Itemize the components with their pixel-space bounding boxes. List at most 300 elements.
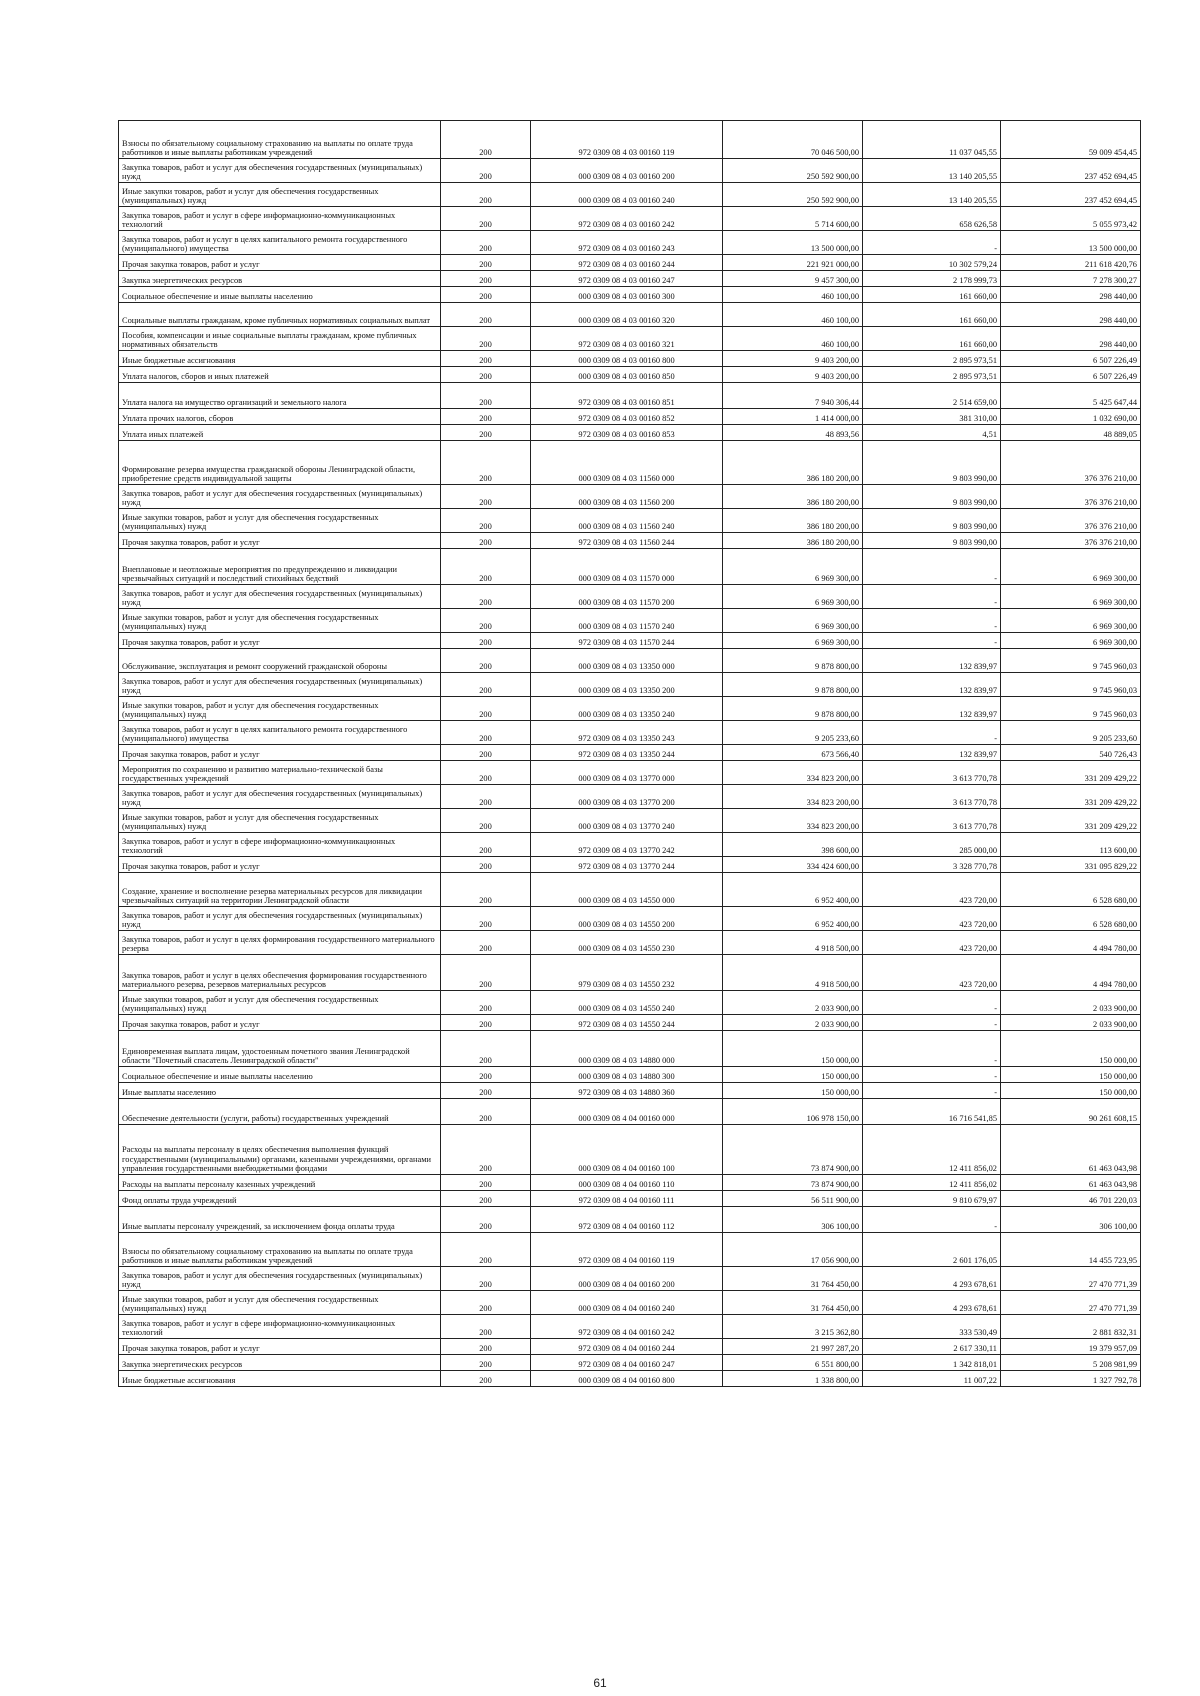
executed-amount-cell: 132 839,97 <box>863 649 1001 673</box>
budget-classification-cell: 972 0309 08 4 03 13350 243 <box>531 721 723 745</box>
budget-classification-cell: 000 0309 08 4 03 13350 000 <box>531 649 723 673</box>
budget-classification-cell: 000 0309 08 4 04 00160 000 <box>531 1099 723 1125</box>
row-code-cell: 200 <box>441 955 531 991</box>
row-name-cell: Закупка товаров, работ и услуг в сфере информационно-коммуникационных технологий <box>119 1315 441 1339</box>
table-row <box>119 1339 1141 1355</box>
budget-classification-cell: 972 0309 08 4 04 00160 112 <box>531 1207 723 1233</box>
row-name-cell: Иные выплаты населению <box>119 1083 441 1099</box>
executed-amount-cell: 3 613 770,78 <box>863 761 1001 785</box>
row-code-cell: 200 <box>441 785 531 809</box>
row-name-cell: Формирование резерва имущества гражданской обороны Ленинградской области, приобретение средств индивидуальной защиты <box>119 441 441 485</box>
table-row <box>119 1175 1141 1191</box>
remaining-amount-cell: 376 376 210,00 <box>1001 441 1141 485</box>
table-row <box>119 533 1141 549</box>
table-row <box>119 809 1141 833</box>
approved-amount-cell: 9 878 800,00 <box>723 649 863 673</box>
row-code-cell: 200 <box>441 673 531 697</box>
approved-amount-cell: 1 414 000,00 <box>723 409 863 425</box>
budget-classification-cell: 972 0309 08 4 03 13350 244 <box>531 745 723 761</box>
approved-amount-cell: 1 338 800,00 <box>723 1371 863 1387</box>
row-code-cell: 200 <box>441 425 531 441</box>
remaining-amount-cell: 150 000,00 <box>1001 1067 1141 1083</box>
table-row <box>119 609 1141 633</box>
remaining-amount-cell: 540 726,43 <box>1001 745 1141 761</box>
remaining-amount-cell: 9 745 960,03 <box>1001 649 1141 673</box>
approved-amount-cell: 48 893,56 <box>723 425 863 441</box>
row-name-cell: Иные закупки товаров, работ и услуг для обеспечения государственных (муниципальных) нужд <box>119 697 441 721</box>
approved-amount-cell: 73 874 900,00 <box>723 1175 863 1191</box>
row-name-cell: Закупка товаров, работ и услуг для обеспечения государственных (муниципальных) нужд <box>119 585 441 609</box>
approved-amount-cell: 386 180 200,00 <box>723 485 863 509</box>
remaining-amount-cell: 4 494 780,00 <box>1001 955 1141 991</box>
executed-amount-cell: 423 720,00 <box>863 931 1001 955</box>
budget-classification-cell: 972 0309 08 4 03 11560 244 <box>531 533 723 549</box>
page-number: 61 <box>593 1676 607 1690</box>
remaining-amount-cell: 331 209 429,22 <box>1001 809 1141 833</box>
row-name-cell: Взносы по обязательному социальному страхованию на выплаты по оплате труда работников и иные выплаты работникам учреждений <box>119 1233 441 1267</box>
executed-amount-cell: 1 342 818,01 <box>863 1355 1001 1371</box>
row-code-cell: 200 <box>441 633 531 649</box>
remaining-amount-cell: 376 376 210,00 <box>1001 485 1141 509</box>
table-row <box>119 271 1141 287</box>
remaining-amount-cell: 9 745 960,03 <box>1001 697 1141 721</box>
executed-amount-cell: - <box>863 1031 1001 1067</box>
remaining-amount-cell: 27 470 771,39 <box>1001 1267 1141 1291</box>
executed-amount-cell: - <box>863 633 1001 649</box>
table-row <box>119 351 1141 367</box>
executed-amount-cell: 285 000,00 <box>863 833 1001 857</box>
row-name-cell: Иные закупки товаров, работ и услуг для обеспечения государственных (муниципальных) нужд <box>119 509 441 533</box>
executed-amount-cell: 161 660,00 <box>863 303 1001 327</box>
row-code-cell: 200 <box>441 873 531 907</box>
remaining-amount-cell: 13 500 000,00 <box>1001 231 1141 255</box>
row-code-cell: 200 <box>441 649 531 673</box>
approved-amount-cell: 9 403 200,00 <box>723 351 863 367</box>
executed-amount-cell: 12 411 856,02 <box>863 1125 1001 1175</box>
row-code-cell: 200 <box>441 383 531 409</box>
table-row <box>119 873 1141 907</box>
row-code-cell: 200 <box>441 1125 531 1175</box>
remaining-amount-cell: 61 463 043,98 <box>1001 1175 1141 1191</box>
row-code-cell: 200 <box>441 1339 531 1355</box>
approved-amount-cell: 6 969 300,00 <box>723 633 863 649</box>
row-code-cell: 200 <box>441 207 531 231</box>
approved-amount-cell: 31 764 450,00 <box>723 1267 863 1291</box>
row-name-cell: Создание, хранение и восполнение резерва материальных ресурсов для ликвидации чрезвычайных ситуаций на территории Ленинградской области <box>119 873 441 907</box>
row-name-cell: Закупка товаров, работ и услуг для обеспечения государственных (муниципальных) нужд <box>119 907 441 931</box>
remaining-amount-cell: 61 463 043,98 <box>1001 1125 1141 1175</box>
row-name-cell: Единовременная выплата лицам, удостоенным почетного звания Ленинградской области "Почетный спасатель Ленинградской области" <box>119 1031 441 1067</box>
budget-classification-cell: 000 0309 08 4 04 00160 200 <box>531 1267 723 1291</box>
budget-classification-cell: 972 0309 08 4 03 00160 853 <box>531 425 723 441</box>
row-name-cell: Прочая закупка товаров, работ и услуг <box>119 255 441 271</box>
approved-amount-cell: 250 592 900,00 <box>723 159 863 183</box>
executed-amount-cell: 132 839,97 <box>863 745 1001 761</box>
remaining-amount-cell: 331 209 429,22 <box>1001 785 1141 809</box>
table-row <box>119 183 1141 207</box>
row-name-cell: Иные закупки товаров, работ и услуг для обеспечения государственных (муниципальных) нужд <box>119 991 441 1015</box>
executed-amount-cell: 9 810 679,97 <box>863 1191 1001 1207</box>
table-row <box>119 857 1141 873</box>
row-name-cell: Уплата прочих налогов, сборов <box>119 409 441 425</box>
executed-amount-cell: - <box>863 1083 1001 1099</box>
budget-classification-cell: 000 0309 08 4 03 14550 230 <box>531 931 723 955</box>
remaining-amount-cell: 237 452 694,45 <box>1001 159 1141 183</box>
remaining-amount-cell: 376 376 210,00 <box>1001 533 1141 549</box>
remaining-amount-cell: 331 095 829,22 <box>1001 857 1141 873</box>
remaining-amount-cell: 2 033 900,00 <box>1001 991 1141 1015</box>
approved-amount-cell: 106 978 150,00 <box>723 1099 863 1125</box>
approved-amount-cell: 150 000,00 <box>723 1067 863 1083</box>
budget-classification-cell: 972 0309 08 4 04 00160 244 <box>531 1339 723 1355</box>
budget-classification-cell: 972 0309 08 4 04 00160 111 <box>531 1191 723 1207</box>
remaining-amount-cell: 9 205 233,60 <box>1001 721 1141 745</box>
row-name-cell: Расходы на выплаты персоналу казенных учреждений <box>119 1175 441 1191</box>
budget-classification-cell: 000 0309 08 4 03 00160 240 <box>531 183 723 207</box>
row-code-cell: 200 <box>441 303 531 327</box>
approved-amount-cell: 9 878 800,00 <box>723 697 863 721</box>
budget-classification-cell: 000 0309 08 4 03 11570 240 <box>531 609 723 633</box>
table-row <box>119 1315 1141 1339</box>
remaining-amount-cell: 14 455 723,95 <box>1001 1233 1141 1267</box>
approved-amount-cell: 9 205 233,60 <box>723 721 863 745</box>
approved-amount-cell: 6 952 400,00 <box>723 907 863 931</box>
approved-amount-cell: 7 940 306,44 <box>723 383 863 409</box>
remaining-amount-cell: 331 209 429,22 <box>1001 761 1141 785</box>
remaining-amount-cell: 6 969 300,00 <box>1001 585 1141 609</box>
row-code-cell: 200 <box>441 367 531 383</box>
approved-amount-cell: 334 823 200,00 <box>723 785 863 809</box>
row-name-cell: Пособия, компенсации и иные социальные выплаты гражданам, кроме публичных нормативных обязательств <box>119 327 441 351</box>
row-name-cell: Социальное обеспечение и иные выплаты населению <box>119 1067 441 1083</box>
budget-classification-cell: 000 0309 08 4 03 13770 200 <box>531 785 723 809</box>
executed-amount-cell: 423 720,00 <box>863 955 1001 991</box>
row-code-cell: 200 <box>441 1291 531 1315</box>
table-body <box>119 121 1141 1387</box>
remaining-amount-cell: 6 507 226,49 <box>1001 351 1141 367</box>
executed-amount-cell: 4 293 678,61 <box>863 1267 1001 1291</box>
table-row <box>119 207 1141 231</box>
table-row <box>119 697 1141 721</box>
table-row <box>119 159 1141 183</box>
row-code-cell: 200 <box>441 1099 531 1125</box>
executed-amount-cell: 161 660,00 <box>863 327 1001 351</box>
row-name-cell: Прочая закупка товаров, работ и услуг <box>119 633 441 649</box>
budget-classification-cell: 972 0309 08 4 03 13770 244 <box>531 857 723 873</box>
table-row <box>119 1083 1141 1099</box>
table-row <box>119 1015 1141 1031</box>
table-row <box>119 549 1141 585</box>
executed-amount-cell: - <box>863 1067 1001 1083</box>
budget-classification-cell: 972 0309 08 4 03 00160 243 <box>531 231 723 255</box>
table-row <box>119 327 1141 351</box>
executed-amount-cell: 2 895 973,51 <box>863 351 1001 367</box>
table-row <box>119 231 1141 255</box>
row-name-cell: Уплата иных платежей <box>119 425 441 441</box>
approved-amount-cell: 386 180 200,00 <box>723 533 863 549</box>
executed-amount-cell: - <box>863 585 1001 609</box>
table-row <box>119 745 1141 761</box>
approved-amount-cell: 6 969 300,00 <box>723 609 863 633</box>
row-code-cell: 200 <box>441 1267 531 1291</box>
table-row <box>119 673 1141 697</box>
executed-amount-cell: 333 530,49 <box>863 1315 1001 1339</box>
row-code-cell: 200 <box>441 1175 531 1191</box>
budget-classification-cell: 979 0309 08 4 03 14550 232 <box>531 955 723 991</box>
table-row <box>119 1267 1141 1291</box>
table-row <box>119 1371 1141 1387</box>
row-code-cell: 200 <box>441 287 531 303</box>
executed-amount-cell: 658 626,58 <box>863 207 1001 231</box>
executed-amount-cell: 12 411 856,02 <box>863 1175 1001 1191</box>
budget-classification-cell: 972 0309 08 4 03 13770 242 <box>531 833 723 857</box>
remaining-amount-cell: 5 055 973,42 <box>1001 207 1141 231</box>
row-code-cell: 200 <box>441 549 531 585</box>
remaining-amount-cell: 5 425 647,44 <box>1001 383 1141 409</box>
row-name-cell: Обслуживание, эксплуатация и ремонт сооружений гражданской обороны <box>119 649 441 673</box>
table-row <box>119 255 1141 271</box>
row-code-cell: 200 <box>441 409 531 425</box>
approved-amount-cell: 9 403 200,00 <box>723 367 863 383</box>
executed-amount-cell: 13 140 205,55 <box>863 159 1001 183</box>
budget-classification-cell: 000 0309 08 4 03 14880 000 <box>531 1031 723 1067</box>
remaining-amount-cell: 1 032 690,00 <box>1001 409 1141 425</box>
row-name-cell: Взносы по обязательному социальному страхованию на выплаты по оплате труда работников и иные выплаты работникам учреждений <box>119 121 441 159</box>
executed-amount-cell: 2 514 659,00 <box>863 383 1001 409</box>
table-row <box>119 931 1141 955</box>
table-row <box>119 509 1141 533</box>
table-row <box>119 485 1141 509</box>
table-row <box>119 721 1141 745</box>
row-code-cell: 200 <box>441 121 531 159</box>
row-name-cell: Закупка товаров, работ и услуг для обеспечения государственных (муниципальных) нужд <box>119 673 441 697</box>
row-code-cell: 200 <box>441 351 531 367</box>
remaining-amount-cell: 7 278 300,27 <box>1001 271 1141 287</box>
row-name-cell: Закупка товаров, работ и услуг в целях капитального ремонта государственного (муниципального) имущества <box>119 231 441 255</box>
approved-amount-cell: 2 033 900,00 <box>723 1015 863 1031</box>
table-row <box>119 833 1141 857</box>
budget-classification-cell: 972 0309 08 4 03 00160 244 <box>531 255 723 271</box>
remaining-amount-cell: 48 889,05 <box>1001 425 1141 441</box>
budget-classification-cell: 972 0309 08 4 04 00160 247 <box>531 1355 723 1371</box>
row-name-cell: Закупка товаров, работ и услуг для обеспечения государственных (муниципальных) нужд <box>119 1267 441 1291</box>
row-name-cell: Закупка товаров, работ и услуг в целях обеспечения формирования государственного материального резерва, резервов материальных ресурсов <box>119 955 441 991</box>
executed-amount-cell: 381 310,00 <box>863 409 1001 425</box>
remaining-amount-cell: 4 494 780,00 <box>1001 931 1141 955</box>
executed-amount-cell: - <box>863 1015 1001 1031</box>
executed-amount-cell: - <box>863 231 1001 255</box>
budget-classification-cell: 000 0309 08 4 04 00160 800 <box>531 1371 723 1387</box>
budget-classification-cell: 000 0309 08 4 04 00160 110 <box>531 1175 723 1191</box>
table-row <box>119 1355 1141 1371</box>
table-row <box>119 367 1141 383</box>
approved-amount-cell: 2 033 900,00 <box>723 991 863 1015</box>
executed-amount-cell: 4 293 678,61 <box>863 1291 1001 1315</box>
row-code-cell: 200 <box>441 585 531 609</box>
row-code-cell: 200 <box>441 327 531 351</box>
approved-amount-cell: 150 000,00 <box>723 1031 863 1067</box>
executed-amount-cell: 132 839,97 <box>863 697 1001 721</box>
remaining-amount-cell: 211 618 420,76 <box>1001 255 1141 271</box>
row-name-cell: Мероприятия по сохранению и развитию материально-технической базы государственных учреждений <box>119 761 441 785</box>
remaining-amount-cell: 59 009 454,45 <box>1001 121 1141 159</box>
row-name-cell: Уплата налогов, сборов и иных платежей <box>119 367 441 383</box>
remaining-amount-cell: 90 261 608,15 <box>1001 1099 1141 1125</box>
remaining-amount-cell: 298 440,00 <box>1001 287 1141 303</box>
row-name-cell: Закупка товаров, работ и услуг для обеспечения государственных (муниципальных) нужд <box>119 485 441 509</box>
approved-amount-cell: 70 046 500,00 <box>723 121 863 159</box>
approved-amount-cell: 306 100,00 <box>723 1207 863 1233</box>
budget-classification-cell: 972 0309 08 4 03 00160 852 <box>531 409 723 425</box>
row-name-cell: Внеплановые и неотложные мероприятия по предупреждению и ликвидации чрезвычайных ситуаций и последствий стихийных бедствий <box>119 549 441 585</box>
executed-amount-cell: 10 302 579,24 <box>863 255 1001 271</box>
remaining-amount-cell: 1 327 792,78 <box>1001 1371 1141 1387</box>
budget-classification-cell: 000 0309 08 4 03 14550 000 <box>531 873 723 907</box>
row-code-cell: 200 <box>441 857 531 873</box>
row-code-cell: 200 <box>441 833 531 857</box>
executed-amount-cell: - <box>863 721 1001 745</box>
table-row <box>119 1191 1141 1207</box>
row-code-cell: 200 <box>441 255 531 271</box>
row-code-cell: 200 <box>441 441 531 485</box>
table-row <box>119 303 1141 327</box>
executed-amount-cell: 3 613 770,78 <box>863 785 1001 809</box>
row-name-cell: Прочая закупка товаров, работ и услуг <box>119 857 441 873</box>
table-row <box>119 761 1141 785</box>
row-name-cell: Расходы на выплаты персоналу в целях обеспечения выполнения функций государственными (муниципальными) органами, казенными учреждениями, органами управления государственными внебюджетными фондами <box>119 1125 441 1175</box>
remaining-amount-cell: 237 452 694,45 <box>1001 183 1141 207</box>
budget-classification-cell: 000 0309 08 4 03 11570 200 <box>531 585 723 609</box>
row-code-cell: 200 <box>441 1083 531 1099</box>
row-name-cell: Иные закупки товаров, работ и услуг для обеспечения государственных (муниципальных) нужд <box>119 183 441 207</box>
budget-classification-cell: 000 0309 08 4 03 11560 000 <box>531 441 723 485</box>
remaining-amount-cell: 9 745 960,03 <box>1001 673 1141 697</box>
remaining-amount-cell: 6 969 300,00 <box>1001 609 1141 633</box>
approved-amount-cell: 6 969 300,00 <box>723 585 863 609</box>
report-sheet <box>118 120 1140 1387</box>
table-row <box>119 1031 1141 1067</box>
row-name-cell: Закупка товаров, работ и услуг в целях формирования государственного материального резерва <box>119 931 441 955</box>
row-name-cell: Закупка товаров, работ и услуг в сфере информационно-коммуникационных технологий <box>119 207 441 231</box>
executed-amount-cell: 9 803 990,00 <box>863 509 1001 533</box>
remaining-amount-cell: 6 969 300,00 <box>1001 549 1141 585</box>
executed-amount-cell: 423 720,00 <box>863 907 1001 931</box>
executed-amount-cell: 161 660,00 <box>863 287 1001 303</box>
executed-amount-cell: 11 007,22 <box>863 1371 1001 1387</box>
approved-amount-cell: 3 215 362,80 <box>723 1315 863 1339</box>
executed-amount-cell: - <box>863 549 1001 585</box>
executed-amount-cell: 16 716 541,85 <box>863 1099 1001 1125</box>
remaining-amount-cell: 298 440,00 <box>1001 303 1141 327</box>
budget-classification-cell: 000 0309 08 4 03 11570 000 <box>531 549 723 585</box>
row-name-cell: Прочая закупка товаров, работ и услуг <box>119 745 441 761</box>
row-name-cell: Иные бюджетные ассигнования <box>119 351 441 367</box>
row-name-cell: Закупка товаров, работ и услуг для обеспечения государственных (муниципальных) нужд <box>119 785 441 809</box>
approved-amount-cell: 4 918 500,00 <box>723 955 863 991</box>
row-name-cell: Прочая закупка товаров, работ и услуг <box>119 1339 441 1355</box>
row-code-cell: 200 <box>441 1371 531 1387</box>
budget-classification-cell: 000 0309 08 4 03 13350 200 <box>531 673 723 697</box>
executed-amount-cell: 9 803 990,00 <box>863 441 1001 485</box>
approved-amount-cell: 334 823 200,00 <box>723 761 863 785</box>
row-name-cell: Закупка товаров, работ и услуг для обеспечения государственных (муниципальных) нужд <box>119 159 441 183</box>
budget-classification-cell: 000 0309 08 4 03 13350 240 <box>531 697 723 721</box>
budget-classification-cell: 972 0309 08 4 03 14550 244 <box>531 1015 723 1031</box>
approved-amount-cell: 56 511 900,00 <box>723 1191 863 1207</box>
table-row <box>119 287 1141 303</box>
table-row <box>119 649 1141 673</box>
table-row <box>119 1291 1141 1315</box>
budget-classification-cell: 000 0309 08 4 03 14880 300 <box>531 1067 723 1083</box>
budget-classification-cell: 000 0309 08 4 03 13770 000 <box>531 761 723 785</box>
budget-classification-cell: 972 0309 08 4 04 00160 242 <box>531 1315 723 1339</box>
table-row <box>119 1125 1141 1175</box>
table-row <box>119 991 1141 1015</box>
remaining-amount-cell: 27 470 771,39 <box>1001 1291 1141 1315</box>
table-row <box>119 1067 1141 1083</box>
remaining-amount-cell: 376 376 210,00 <box>1001 509 1141 533</box>
row-code-cell: 200 <box>441 533 531 549</box>
approved-amount-cell: 673 566,40 <box>723 745 863 761</box>
executed-amount-cell: 9 803 990,00 <box>863 533 1001 549</box>
approved-amount-cell: 13 500 000,00 <box>723 231 863 255</box>
budget-classification-cell: 972 0309 08 4 03 00160 321 <box>531 327 723 351</box>
row-code-cell: 200 <box>441 609 531 633</box>
budget-classification-cell: 000 0309 08 4 04 00160 240 <box>531 1291 723 1315</box>
row-name-cell: Иные бюджетные ассигнования <box>119 1371 441 1387</box>
executed-amount-cell: - <box>863 991 1001 1015</box>
row-name-cell: Иные закупки товаров, работ и услуг для обеспечения государственных (муниципальных) нужд <box>119 1291 441 1315</box>
executed-amount-cell: - <box>863 1207 1001 1233</box>
row-code-cell: 200 <box>441 1355 531 1371</box>
table-row <box>119 441 1141 485</box>
approved-amount-cell: 6 952 400,00 <box>723 873 863 907</box>
approved-amount-cell: 334 424 600,00 <box>723 857 863 873</box>
row-code-cell: 200 <box>441 1015 531 1031</box>
table-row <box>119 955 1141 991</box>
remaining-amount-cell: 46 701 220,03 <box>1001 1191 1141 1207</box>
budget-classification-cell: 000 0309 08 4 03 00160 800 <box>531 351 723 367</box>
row-name-cell: Иные закупки товаров, работ и услуг для обеспечения государственных (муниципальных) нужд <box>119 809 441 833</box>
row-name-cell: Обеспечение деятельности (услуги, работы) государственных учреждений <box>119 1099 441 1125</box>
row-code-cell: 200 <box>441 991 531 1015</box>
executed-amount-cell: 3 613 770,78 <box>863 809 1001 833</box>
row-code-cell: 200 <box>441 1315 531 1339</box>
budget-classification-cell: 000 0309 08 4 03 14550 200 <box>531 907 723 931</box>
budget-classification-cell: 972 0309 08 4 03 00160 851 <box>531 383 723 409</box>
approved-amount-cell: 73 874 900,00 <box>723 1125 863 1175</box>
approved-amount-cell: 31 764 450,00 <box>723 1291 863 1315</box>
approved-amount-cell: 460 100,00 <box>723 303 863 327</box>
budget-classification-cell: 000 0309 08 4 03 11560 240 <box>531 509 723 533</box>
row-code-cell: 200 <box>441 1031 531 1067</box>
budget-classification-cell: 972 0309 08 4 03 00160 242 <box>531 207 723 231</box>
row-code-cell: 200 <box>441 1207 531 1233</box>
approved-amount-cell: 398 600,00 <box>723 833 863 857</box>
approved-amount-cell: 221 921 000,00 <box>723 255 863 271</box>
row-code-cell: 200 <box>441 485 531 509</box>
executed-amount-cell: 423 720,00 <box>863 873 1001 907</box>
table-row <box>119 1207 1141 1233</box>
executed-amount-cell: 2 617 330,11 <box>863 1339 1001 1355</box>
budget-classification-cell: 972 0309 08 4 04 00160 119 <box>531 1233 723 1267</box>
approved-amount-cell: 9 457 300,00 <box>723 271 863 287</box>
table-row <box>119 785 1141 809</box>
remaining-amount-cell: 298 440,00 <box>1001 327 1141 351</box>
table-row <box>119 907 1141 931</box>
approved-amount-cell: 6 969 300,00 <box>723 549 863 585</box>
row-code-cell: 200 <box>441 1233 531 1267</box>
